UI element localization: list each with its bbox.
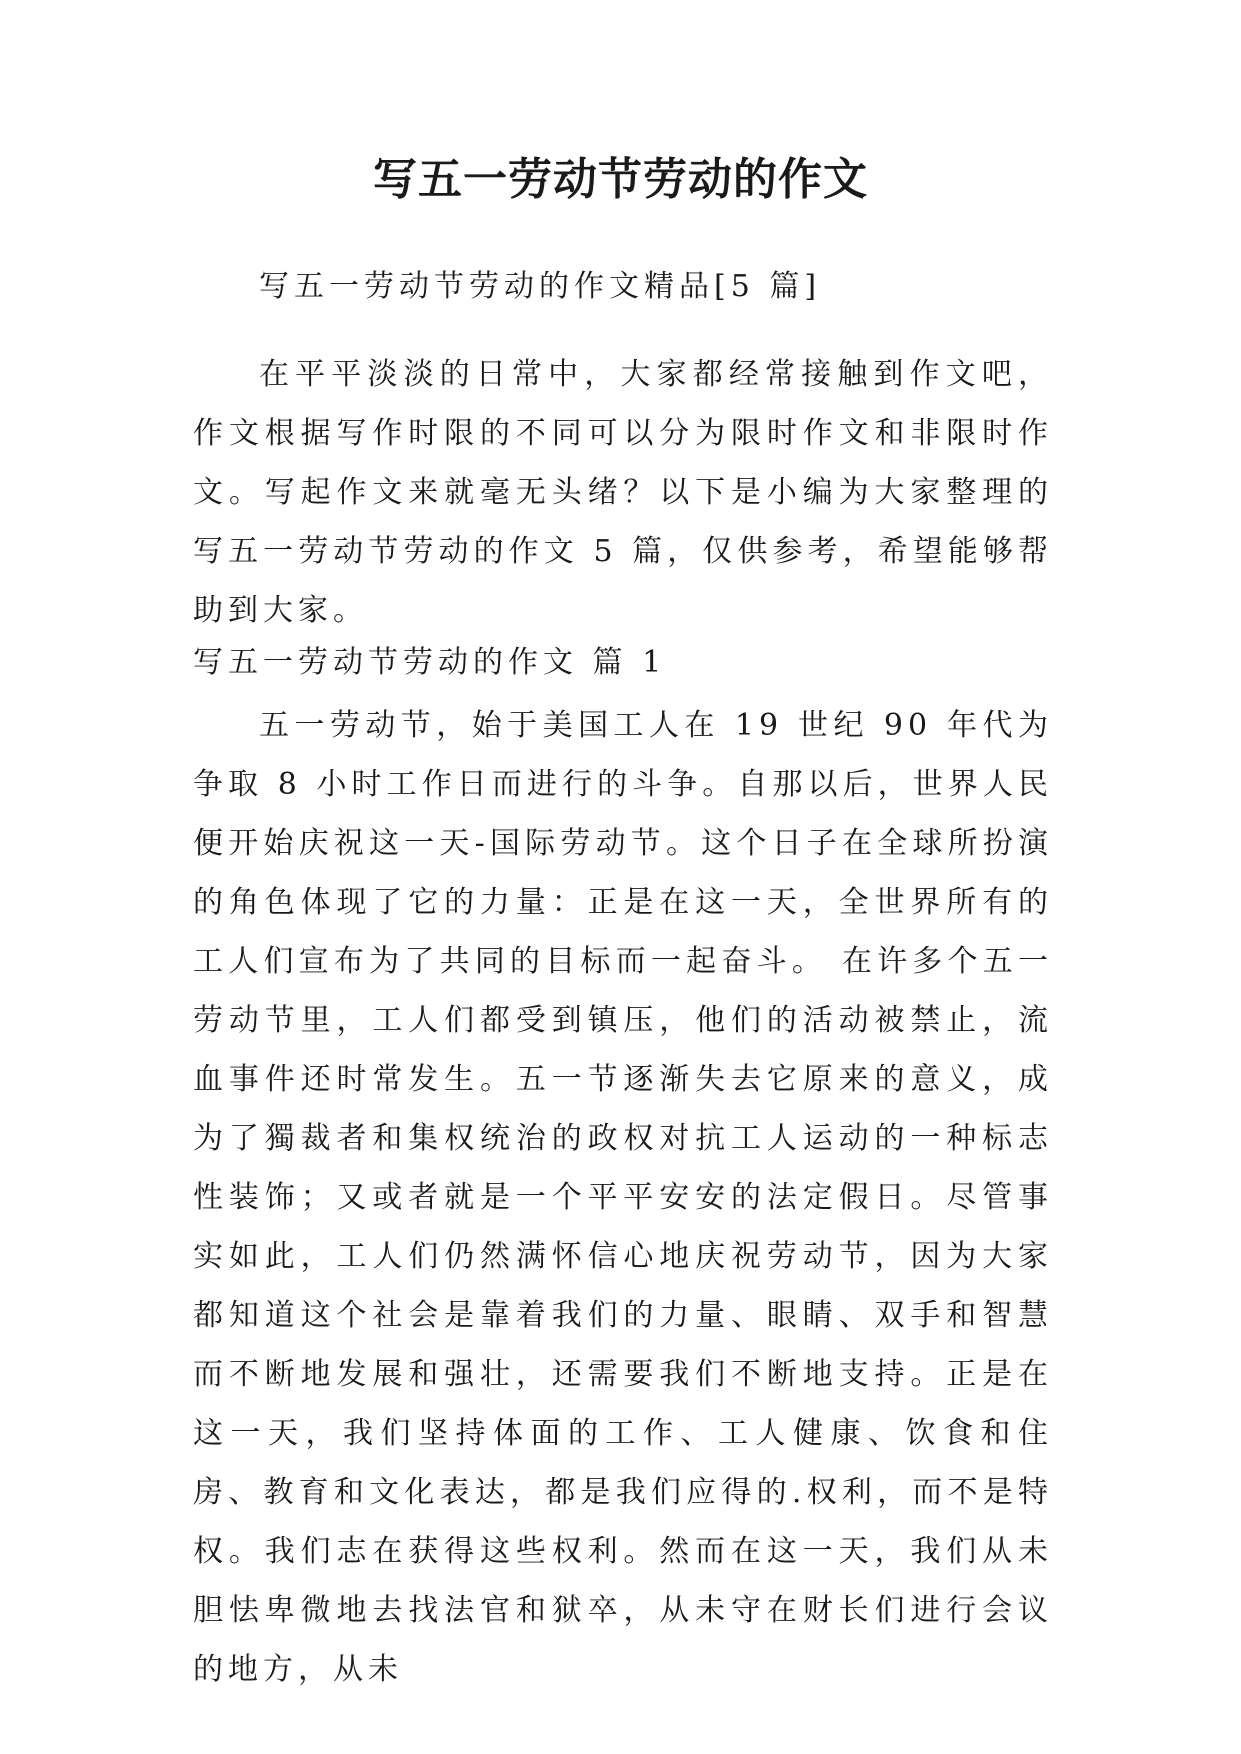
section-body-paragraph: 五一劳动节，始于美国工人在 19 世纪 90 年代为争取 8 小时工作日而进行的斗争。自那以后，世界人民便开始庆祝这一天-国际劳动节。这个日子在全球所扮演的角色体现了它的力量：正是在这一天，全世界所有的工人们宣布为了共同的目标而一起奋斗。 在许多个五一劳动节里，工人们都受到镇压，他们的活动被禁止，流血事件还时常发生。五一节逐渐失去它原来的意义，成为了獨裁者和集权统治的政权对抗工人运动的一种标志性装饰；又或者就是一个平平安安的法定假日。尽管事实如此，工人们仍然满怀信心地庆祝劳动节，因为大家都知道这个社会是靠着我们的力量、眼睛、双手和智慧而不断地发展和强壮，还需要我们不断地支持。正是在这一天，我们坚持体面的工作、工人健康、饮食和住房、教育和文化表达，都是我们应得的.权利，而不是特权。我们志在获得这些权利。然而在这一天，我们从未胆怯卑微地去找法官和狱卒，从未守在财长们进行会议的地方，从未 <box>193 708 1053 1687</box>
document-title: 写五一劳动节劳动的作文 <box>373 154 868 205</box>
section-heading: 写五一劳动节劳动的作文 篇 1 <box>193 645 667 680</box>
intro-paragraph: 在平平淡淡的日常中，大家都经常接触到作文吧，作文根据写作时限的不同可以分为限时作文和非限时作文。写起作文来就毫无头绪？以下是小编为大家整理的写五一劳动节劳动的作文 5 篇，仅供参考，希望能够帮助到大家。 <box>193 357 1053 628</box>
document-subtitle: 写五一劳动节劳动的作文精品[5 篇] <box>259 269 822 304</box>
